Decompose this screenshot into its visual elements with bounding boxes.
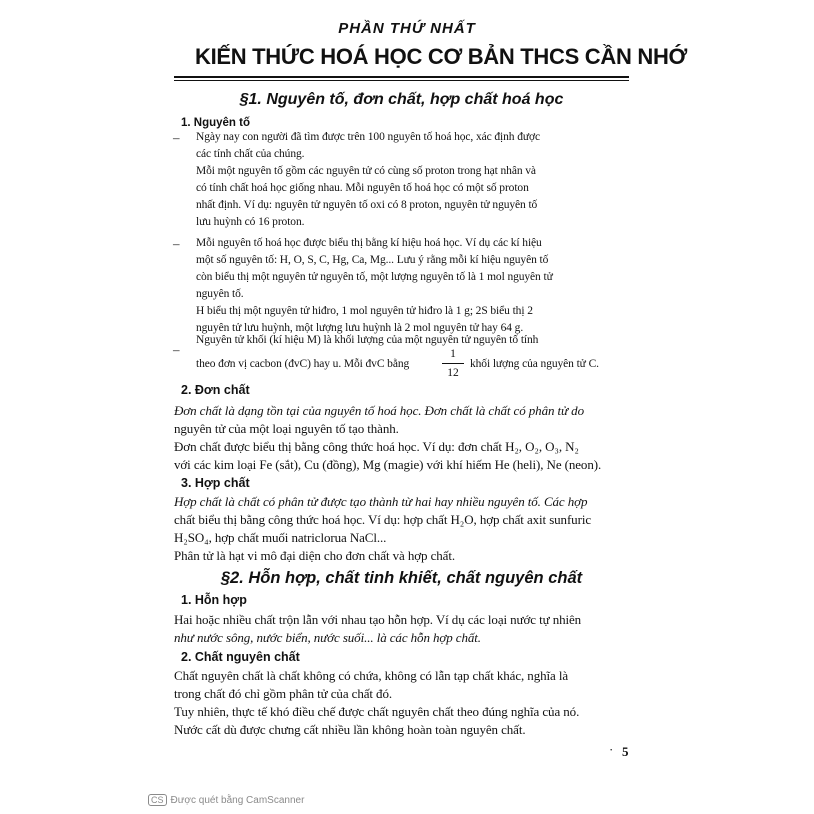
camscanner-logo-icon: CS: [148, 794, 167, 806]
text-line: Chất nguyên chất là chất không có chứa, không có lẫn tạp chất khác, nghĩa là: [174, 668, 569, 683]
text-line: H biểu thị một nguyên tử hiđro, 1 mol nguyên tử hiđro là 1 g; 2S biểu thị 2: [196, 305, 533, 317]
page-number: 5: [622, 744, 629, 759]
subheading-nguyen-to: 1. Nguyên tố: [181, 117, 251, 129]
text-line: các tính chất của chúng.: [196, 148, 305, 160]
text-line: Mỗi nguyên tố hoá học được biểu thị bằng kí hiệu hoá học. Ví dụ các kí hiệu: [196, 237, 542, 249]
text-line: Đơn chất được biểu thị bằng công thức hoá học. Ví dụ: đơn chất H₂, O₂, O₃, N₂: [174, 439, 579, 454]
text-line: nguyên tử của một loại nguyên tố tạo thành.: [174, 421, 399, 436]
text-line: Tuy nhiên, thực tế khó điều chế được chất nguyên chất theo đúng nghĩa của nó.: [174, 704, 580, 719]
camscanner-watermark: [148, 794, 304, 806]
text-line: H₂SO₄, hợp chất muối natriclorua NaCl...: [174, 530, 387, 545]
fraction-numerator: 1: [450, 348, 456, 360]
bullet-dash: –: [173, 236, 180, 251]
text-line: nguyên tử lưu huỳnh, một lượng lưu huỳnh là 2 mol nguyên tử hay 64 g.: [196, 322, 524, 334]
page-number-dot: ·: [609, 742, 614, 757]
title-rule-thin: [174, 80, 629, 81]
text-line: lưu huỳnh có 16 proton.: [196, 216, 305, 228]
text-line: Phân tử là hạt vi mô đại diện cho đơn chất và hợp chất.: [174, 548, 456, 563]
chapter-title: KIẾN THỨC HOÁ HỌC CƠ BẢN THCS CẦN NHỚ: [195, 44, 688, 69]
text-line: Mỗi một nguyên tố gồm các nguyên tử có cùng số proton trong hạt nhân và: [196, 165, 536, 177]
text-line: trong chất đó chỉ gồm phân tử của chất đó.: [174, 686, 393, 701]
text-line: Nguyên tử khối (kí hiệu M) là khối lượng của một nguyên tử nguyên tố tính: [196, 334, 539, 346]
watermark-text: Được quét bằng CamScanner: [170, 795, 305, 806]
section-2-title: §2. Hỗn hợp, chất tinh khiết, chất nguyên chất: [220, 569, 583, 587]
bullet-dash: –: [173, 130, 180, 145]
fraction-one-twelfth: [440, 346, 466, 381]
subheading-hon-hop: 1. Hỗn hợp: [181, 593, 247, 607]
text-line: với các kim loại Fe (sắt), Cu (đồng), Mg (magie) với khí hiếm He (heli), Ne (neon).: [174, 457, 602, 472]
text-line: Ngày nay con người đã tìm được trên 100 nguyên tố hoá học, xác định được: [196, 131, 540, 143]
text-line: một số nguyên tố: H, O, S, C, Hg, Ca, Mg... Lưu ý rằng mỗi kí hiệu nguyên tố: [196, 254, 549, 266]
text-line: Đơn chất là dạng tồn tại của nguyên tố hoá học. Đơn chất là chất có phân tử do: [174, 403, 584, 418]
fraction-denominator: 12: [447, 367, 459, 379]
section-1-title: §1. Nguyên tố, đơn chất, hợp chất hoá học: [239, 91, 564, 108]
subheading-don-chat: 2. Đơn chất: [181, 383, 250, 397]
text-line: theo đơn vị cacbon (đvC) hay u. Mỗi đvC bằng: [196, 358, 410, 370]
text-line: Hai hoặc nhiều chất trộn lẫn với nhau tạo hỗn hợp. Ví dụ các loại nước tự nhiên: [174, 612, 582, 627]
text-line: như nước sông, nước biển, nước suối... là các hỗn hợp chất.: [174, 630, 481, 645]
text-line: còn biểu thị một nguyên tử nguyên tố, một lượng nguyên tố là 1 mol nguyên tử: [196, 271, 553, 283]
text-line: Nước cất dù được chưng cất nhiều lần không hoàn toàn nguyên chất.: [174, 722, 526, 737]
fraction-bar: [442, 363, 464, 364]
text-line: chất biểu thị bằng công thức hoá học. Ví dụ: hợp chất H₂O, hợp chất axit sunfuric: [174, 512, 591, 527]
text-line: nguyên tố.: [196, 288, 244, 300]
text-line: khối lượng của nguyên tử C.: [470, 358, 599, 370]
text-line: có tính chất hoá học giống nhau. Mỗi nguyên tố hoá học có một số proton: [196, 182, 529, 194]
title-rule-thick: [174, 76, 629, 78]
part-heading: PHẦN THỨ NHẤT: [338, 20, 476, 37]
subheading-chat-nguyen-chat: 2. Chất nguyên chất: [181, 650, 300, 664]
text-line: nhất định. Ví dụ: nguyên tử nguyên tố oxi có 8 proton, nguyên tử nguyên tố: [196, 199, 538, 211]
text-line: Hợp chất là chất có phân tử được tạo thành từ hai hay nhiều nguyên tố. Các hợp: [174, 494, 588, 509]
subheading-hop-chat: 3. Hợp chất: [181, 476, 250, 490]
bullet-dash: –: [173, 342, 180, 357]
